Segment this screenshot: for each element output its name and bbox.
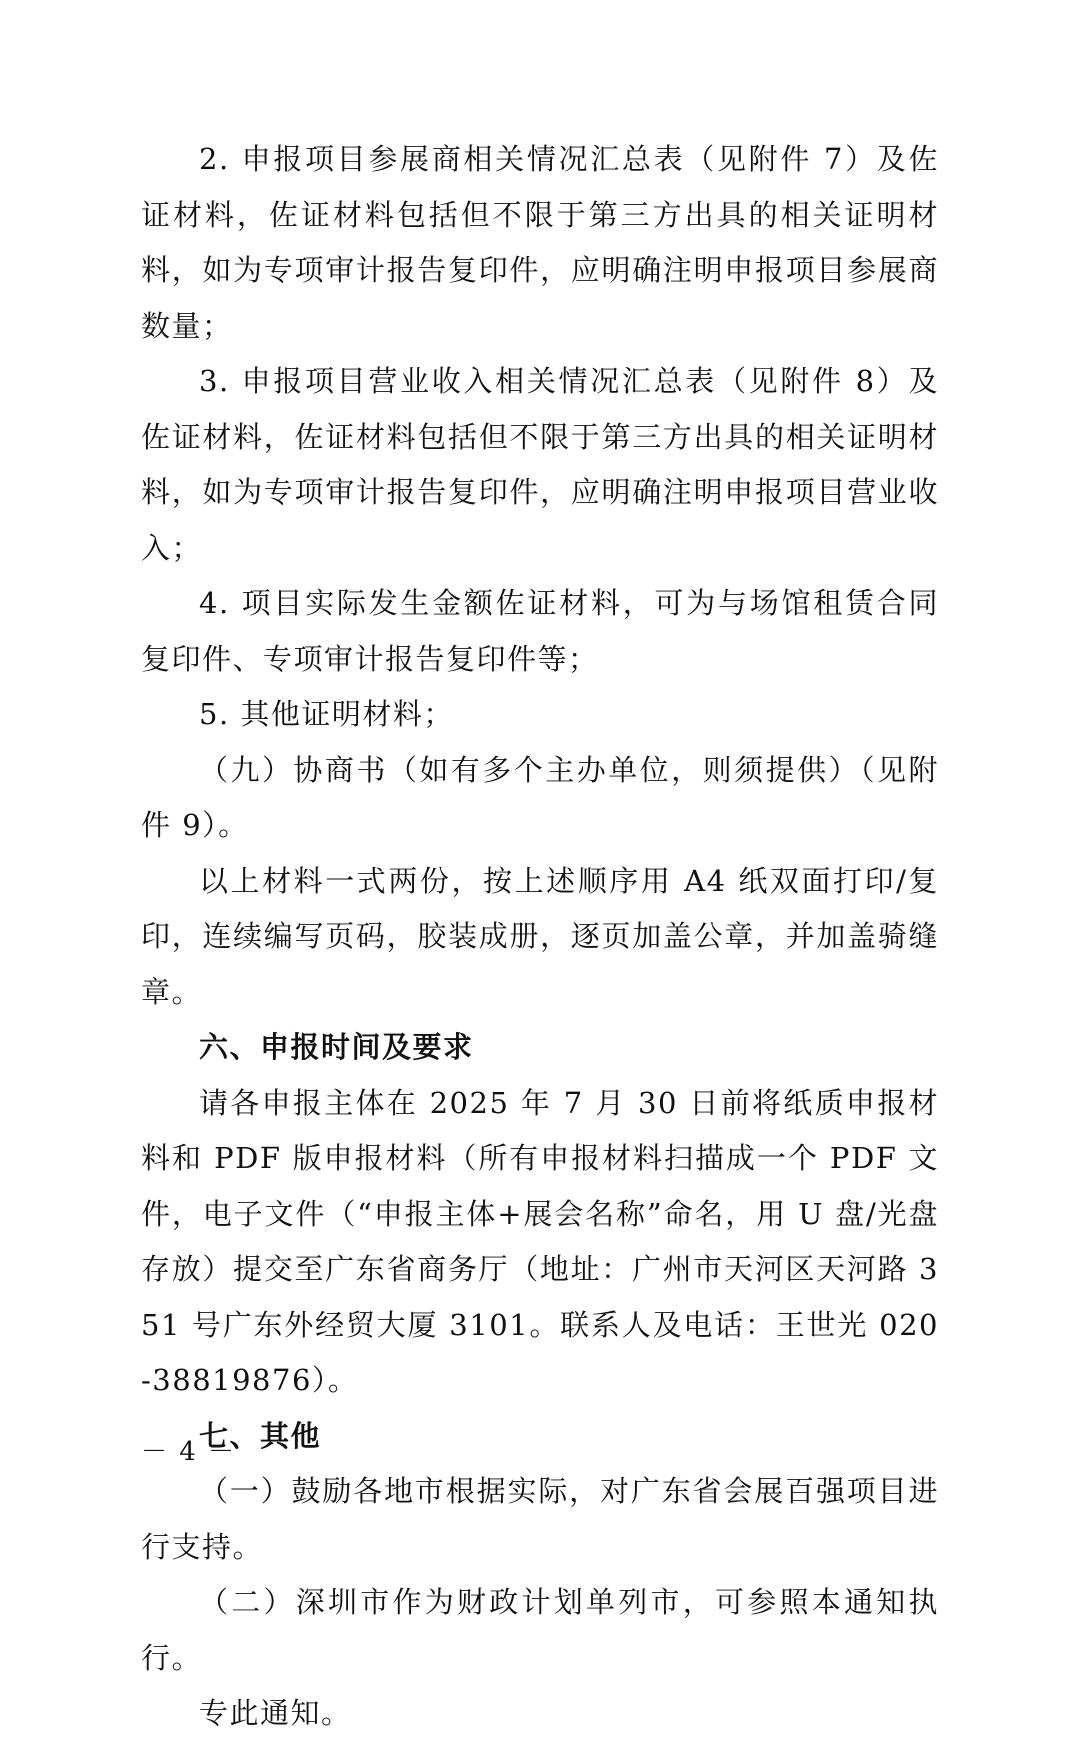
document-body xyxy=(141,132,939,1742)
section-7-item-1: （一）鼓励各地市根据实际，对广东省会展百强项目进行支持。 xyxy=(141,1474,939,1564)
paragraph-item-4: 4. 项目实际发生金额佐证材料，可为与场馆租赁合同复印件、专项审计报告复印件等； xyxy=(141,586,939,676)
section-7-heading: 七、其他 xyxy=(199,1418,322,1453)
paragraph-item-2: 2. 申报项目参展商相关情况汇总表（见附件 7）及佐证材料，佐证材料包括但不限于第三方出具的相关证明材料，如为专项审计报告复印件，应明确注明申报项目参展商数量； xyxy=(141,142,939,343)
section-6-body: 请各申报主体在 2025 年 7 月 30 日前将纸质申报材料和 PDF 版申报材料（所有申报材料扫描成一个 PDF 文件，电子文件（“申报主体+展会名称”命名，用 U 盘/光盘存放）提交至广东省商务厅（地址：广州市天河区天河路 351 号广东外经贸大厦 3101。联系人及电话：王世光 020-38819876）。 xyxy=(141,1085,939,1397)
paragraph-item-5: 5. 其他证明材料； xyxy=(199,697,454,731)
paragraph-item-3: 3. 申报项目营业收入相关情况汇总表（见附件 8）及佐证材料，佐证材料包括但不限于第三方出具的相关证明材料，如为专项审计报告复印件，应明确注明申报项目营业收入； xyxy=(141,364,939,565)
section-7-item-2: （二）深圳市作为财政计划单列市，可参照本通知执行。 xyxy=(141,1585,939,1675)
page-number: － 4 － xyxy=(141,1437,237,1467)
paragraph-item-9: （九）协商书（如有多个主办单位，则须提供）（见附件 9）。 xyxy=(141,752,939,842)
section-6-heading: 六、申报时间及要求 xyxy=(199,1030,474,1064)
paragraph-copies: 以上材料一式两份，按上述顺序用 A4 纸双面打印/复印，连续编写页码，胶装成册，逐页加盖公章，并加盖骑缝章。 xyxy=(141,863,939,1009)
closing-line: 专此通知。 xyxy=(199,1696,352,1730)
